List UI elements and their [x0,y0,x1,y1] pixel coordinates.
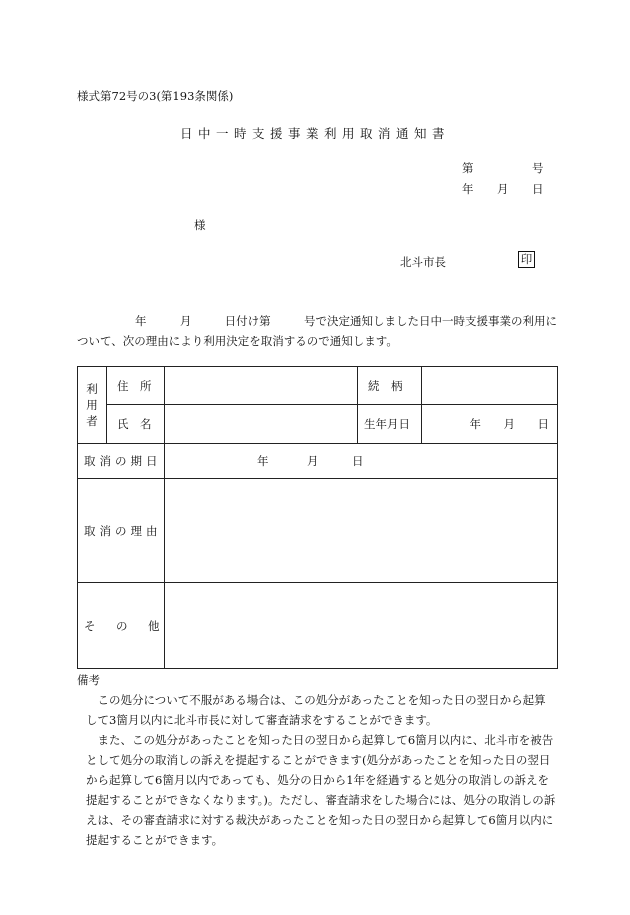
notes-paragraph-2: また、この処分があったことを知った日の翌日から起算して6箇月以内に、北斗市を被告として処分の取消しの訴えを提起することができます(処分があったことを知った日の翌日から起算して6箇月以内であっても、処分の日から1年を経過すると処分の取消しの訴えを提起することができなくなります。)。ただし、審査請求をした場合には、処分の取消しの訴えは、その審査請求に対する裁決があったことを知った日の翌日から起算して6箇月以内に提起することができます。 [86,733,556,847]
name-label: 氏 名 [107,405,165,444]
intro-line1-rest: 号で決定通知しました日中一時支援事業の利用に [303,314,557,328]
notes-section [77,670,557,850]
cancel-reason-label: 取消の理由 [78,479,165,583]
date-day: 日 [532,182,544,196]
address-value [165,367,358,405]
issuer-name: 北斗市長 [400,255,446,269]
intro-dated: 日付け第 [224,314,271,328]
doc-no-prefix: 第 [462,161,474,175]
name-value [165,405,358,444]
info-table [77,366,558,669]
relation-label: 続 柄 [358,367,422,405]
document-title: 日中一時支援事業利用取消通知書 [179,126,450,141]
form-number: 様式第72号の3(第193条関係) [77,89,234,103]
cancel-date-value: 年 月 日 [165,444,558,479]
cancel-date-label: 取消の期日 [78,444,165,479]
document-number [462,160,544,176]
other-value [165,583,558,669]
intro-line2: ついて、次の理由により利用決定を取消するので通知します。 [77,334,398,348]
date-year: 年 [462,182,474,196]
birth-label: 生年月日 [358,405,422,444]
doc-no-suffix: 号 [532,161,544,175]
date-month: 月 [497,182,509,196]
notes-heading: 備考 [77,673,100,687]
other-label: そ の 他 [78,583,165,669]
user-label: 利 用 者 [78,367,107,444]
addressee-suffix: 様 [194,218,206,232]
address-label: 住 所 [107,367,165,405]
intro-month: 月 [179,314,192,328]
notes-paragraph-1: この処分について不服がある場合は、この処分があったことを知った日の翌日から起算して3箇月以内に北斗市長に対して審査請求をすることができます。 [86,693,546,727]
seal-box: 印 [518,251,535,268]
relation-value [422,367,558,405]
document-date [462,181,544,197]
intro-paragraph [77,311,557,351]
birth-value: 年 月 日 [422,405,558,444]
intro-year: 年 [135,314,147,328]
cancel-reason-value [165,479,558,583]
